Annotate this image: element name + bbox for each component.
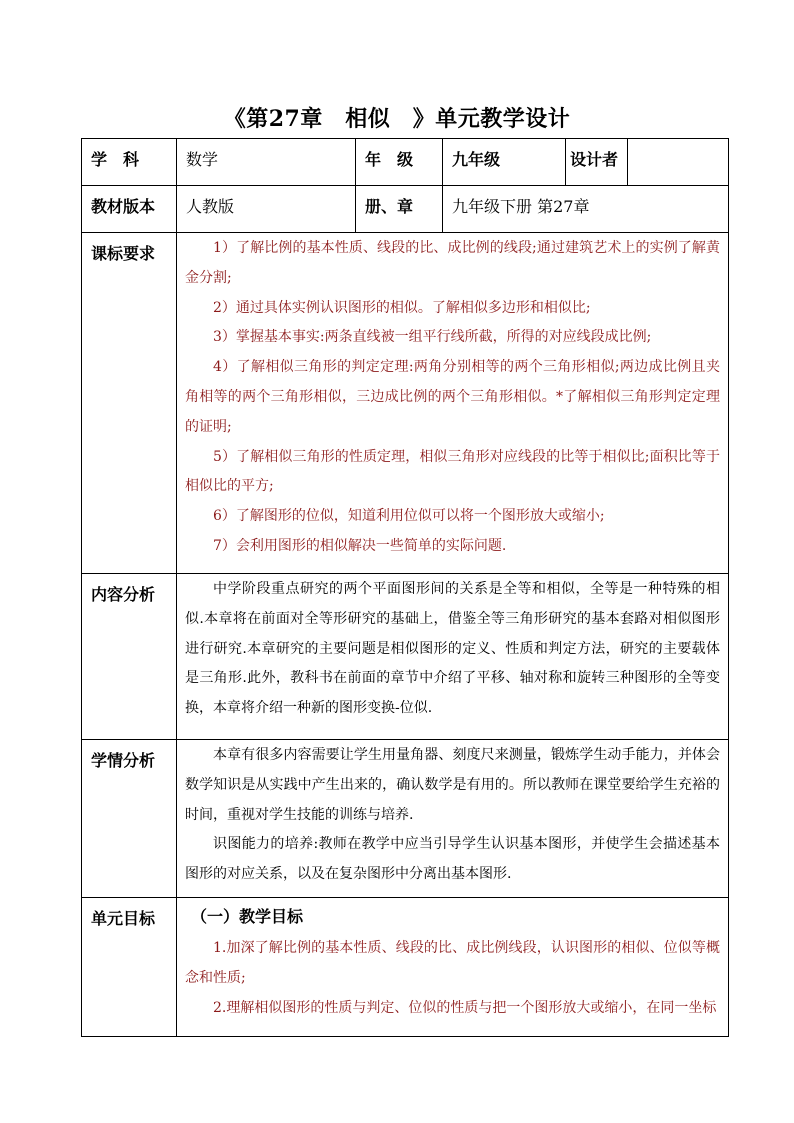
table-row-mubiao [82, 898, 729, 1037]
table-row-kebiao [82, 233, 729, 574]
mubiao-item-1: 1.加深了解比例的基本性质、线段的比、成比例线段，认识图形的相似、位似等概念和性质; [185, 940, 720, 986]
cell-mubiao [177, 898, 729, 1037]
table-row-subject [82, 139, 729, 186]
cell-kebiao [177, 233, 729, 574]
cell-neirong [177, 574, 729, 740]
label-edition: 教材版本 [82, 186, 177, 233]
table-row-edition [82, 186, 729, 233]
label-kebiao: 课标要求 [82, 233, 177, 574]
mubiao-item-2: 2.理解相似图形的性质与判定、位似的性质与把一个图形放大或缩小，在同一坐标 [213, 999, 717, 1016]
xueqing-para-1: 本章有很多内容需要让学生用量角器、刻度尺来测量，锻炼学生动手能力，并体会数学知识是从实践中产生出来的，确认数学是有用的。所以教师在课堂要给学生充裕的时间，重视对学生技能的训练与培养. [185, 747, 720, 823]
kebiao-item-7: 7）会利用图形的相似解决一些简单的实际问题. [213, 537, 507, 554]
label-volume: 册、章 [356, 186, 443, 233]
label-xueqing: 学情分析 [82, 740, 177, 898]
design-table [81, 138, 729, 1037]
table-row-neirong [82, 574, 729, 740]
kebiao-item-1: 1）了解比例的基本性质、线段的比、成比例的线段;通过建筑艺术上的实例了解黄金分割; [185, 240, 720, 286]
kebiao-item-6: 6）了解图形的位似，知道利用位似可以将一个图形放大或缩小; [213, 508, 605, 525]
label-designer: 设计者 [566, 139, 628, 186]
kebiao-item-4: 4）了解相似三角形的判定定理:两角分别相等的两个三角形相似;两边成比例且夹角相等的两个三角形相似，三边成比例的两个三角形相似。*了解相似三角形判定定理的证明; [185, 359, 720, 435]
label-grade: 年 级 [356, 139, 443, 186]
value-grade: 九年级 [443, 139, 566, 186]
page-title: 《第27章 相似 》单元教学设计 [223, 106, 571, 132]
neirong-text: 中学阶段重点研究的两个平面图形间的关系是全等和相似，全等是一种特殊的相似.本章将在前面对全等形研究的基础上，借鉴全等三角形研究的基本套路对相似图形进行研究.本章研究的主要问题是相似图形的定义、性质和判定方法，研究的主要载体是三角形.此外，教科书在前面的章节中介绍了平移、轴对称和旋转三种图形的全等变换，本章将介绍一种新的图形变换-位似. [185, 581, 720, 717]
label-mubiao: 单元目标 [82, 898, 177, 1037]
cell-xueqing [177, 740, 729, 898]
value-designer [628, 139, 729, 186]
mubiao-subhead: （一）教学目标 [191, 907, 304, 926]
kebiao-item-5: 5）了解相似三角形的性质定理，相似三角形对应线段的比等于相似比;面积比等于相似比的平方; [185, 448, 720, 495]
table-row-xueqing [82, 740, 729, 898]
value-subject: 数学 [177, 139, 356, 186]
xueqing-para-2: 识图能力的培养:教师在教学中应当引导学生认识基本图形，并使学生会描述基本图形的对应关系，以及在复杂图形中分离出基本图形. [185, 836, 720, 883]
label-neirong: 内容分析 [82, 574, 177, 740]
kebiao-list [177, 233, 728, 562]
value-edition: 人教版 [177, 186, 356, 233]
label-subject: 学 科 [82, 139, 177, 186]
value-volume: 九年级下册 第27章 [443, 186, 729, 233]
kebiao-item-2: 2）通过具体实例认识图形的相似。了解相似多边形和相似比; [213, 299, 591, 316]
kebiao-item-3: 3）掌握基本事实:两条直线被一组平行线所截，所得的对应线段成比例; [213, 329, 652, 346]
